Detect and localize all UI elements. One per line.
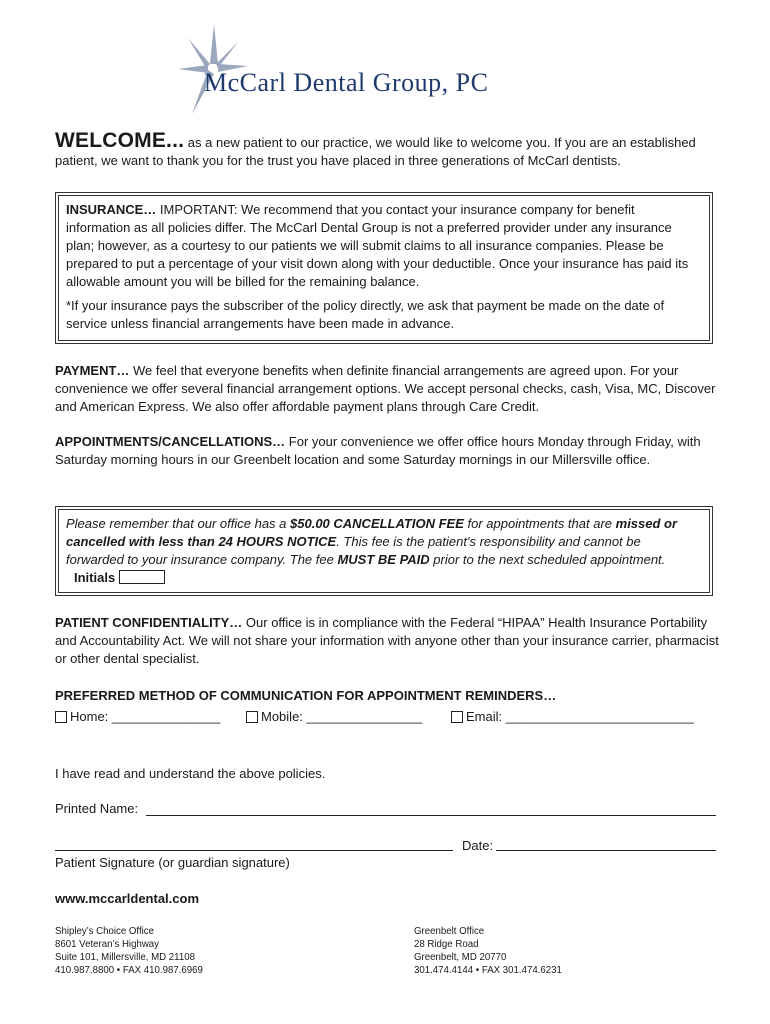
cancel-missed: missed or cancelled with less than 24 HOURS NOTICE bbox=[66, 516, 678, 549]
welcome-paragraph bbox=[55, 129, 720, 170]
home-label: Home: _______________ bbox=[70, 709, 221, 724]
cancel-fee: $50.00 CANCELLATION FEE bbox=[290, 516, 464, 531]
office-city: Suite 101, Millersville, MD 21108 bbox=[55, 951, 195, 963]
insurance-paragraph bbox=[66, 201, 702, 291]
office-name: Shipley’s Choice Office bbox=[55, 925, 154, 937]
welcome-lead: WELCOME... bbox=[55, 129, 185, 152]
date-label: Date: bbox=[462, 838, 494, 853]
mccarl-logo bbox=[168, 24, 588, 114]
home-option bbox=[55, 709, 220, 724]
confidentiality-text: Our office is in compliance with the Federal “HIPAA” Health Insurance Portability and Accountability Act. We will not share your information with anyone other than your insurance carrier, pharmacist or other dental specialist. bbox=[55, 615, 719, 666]
appointments-paragraph bbox=[55, 433, 720, 469]
office-phone: 410.987.8800 • FAX 410.987.6969 bbox=[55, 964, 203, 976]
home-checkbox[interactable] bbox=[55, 711, 67, 723]
welcome-text: as a new patient to our practice, we would like to welcome you. If you are an established patient, we want to thank you for the trust you have placed in three generations of McCarl dentists. bbox=[55, 135, 696, 168]
confidentiality-heading: PATIENT CONFIDENTIALITY… bbox=[55, 615, 243, 630]
mobile-checkbox[interactable] bbox=[246, 711, 258, 723]
payment-text: We feel that everyone benefits when definite financial arrangements are agreed upon. For your convenience we offer several financial arrangement options. We accept personal checks, cash, Visa, MC, Discover and American Express. We also offer affordable payment plans through Care Credit. bbox=[55, 363, 716, 414]
office-phone: 301.474.4144 • FAX 301.474.6231 bbox=[414, 964, 562, 976]
appointments-text: For your convenience we offer office hours Monday through Friday, with Saturday morning hours in our Greenbelt location and some Saturday mornings in our Millersville office. bbox=[55, 434, 701, 467]
mobile-option bbox=[246, 709, 422, 724]
office-city: Greenbelt, MD 20770 bbox=[414, 951, 507, 963]
printed-name-field[interactable] bbox=[146, 815, 716, 816]
printed-name-label: Printed Name: bbox=[55, 801, 139, 816]
cancel-must-pay: MUST BE PAID bbox=[337, 552, 430, 567]
website-link[interactable]: www.mccarldental.com bbox=[55, 891, 200, 906]
insurance-text: IMPORTANT: We recommend that you contact your insurance company for benefit information as all policies differ. The McCarl Dental Group is not a preferred provider under any insurance plan; however, as a courtesy to our patients we will submit claims to all insurance companies. Please be prepared to put a percentage of your visit down along with your deductible. Once your insurance has paid its allowable amount you will be billed for the remaining balance. bbox=[66, 202, 689, 289]
office-street: 28 Ridge Road bbox=[414, 938, 479, 950]
email-label: Email: __________________________ bbox=[466, 709, 694, 724]
date-field[interactable] bbox=[496, 850, 716, 851]
cancellation-box bbox=[55, 506, 713, 596]
office-name: Greenbelt Office bbox=[414, 925, 485, 937]
confidentiality-paragraph bbox=[55, 614, 720, 668]
mobile-label: Mobile: ________________ bbox=[261, 709, 423, 724]
payment-paragraph bbox=[55, 362, 720, 416]
office-shipleys-choice bbox=[55, 925, 203, 977]
acknowledge-text: I have read and understand the above policies. bbox=[55, 766, 326, 781]
signature-field[interactable] bbox=[55, 850, 453, 851]
cancel-text-1: Please remember that our office has a bbox=[66, 516, 291, 531]
initials-label: Initials bbox=[74, 570, 116, 585]
initials-field[interactable] bbox=[119, 570, 165, 584]
insurance-box bbox=[55, 192, 713, 344]
payment-heading: PAYMENT… bbox=[55, 363, 130, 378]
email-checkbox[interactable] bbox=[451, 711, 463, 723]
email-option bbox=[451, 709, 694, 724]
signature-label: Patient Signature (or guardian signature) bbox=[55, 855, 290, 870]
logo-wordmark bbox=[204, 68, 488, 98]
communication-heading: PREFERRED METHOD OF COMMUNICATION FOR APPOINTMENT REMINDERS… bbox=[55, 688, 557, 703]
insurance-note: *If your insurance pays the subscriber of the policy directly, we ask that payment be made on the date of service unless financial arrangements have been made in advance. bbox=[66, 298, 665, 331]
office-greenbelt bbox=[414, 925, 562, 977]
cancel-text-4: prior to the next scheduled appointment. bbox=[429, 552, 666, 567]
logo-name: McCarl Dental Group, PC bbox=[204, 68, 489, 97]
insurance-heading: INSURANCE… bbox=[66, 202, 157, 217]
cancel-text-2: for appointments that are bbox=[463, 516, 616, 531]
cancel-text-3: . This fee is the patient's responsibility and cannot be forwarded to your insurance company. The fee bbox=[66, 534, 641, 567]
appointments-heading: APPOINTMENTS/CANCELLATIONS… bbox=[55, 434, 286, 449]
office-street: 8601 Veteran’s Highway bbox=[55, 938, 160, 950]
